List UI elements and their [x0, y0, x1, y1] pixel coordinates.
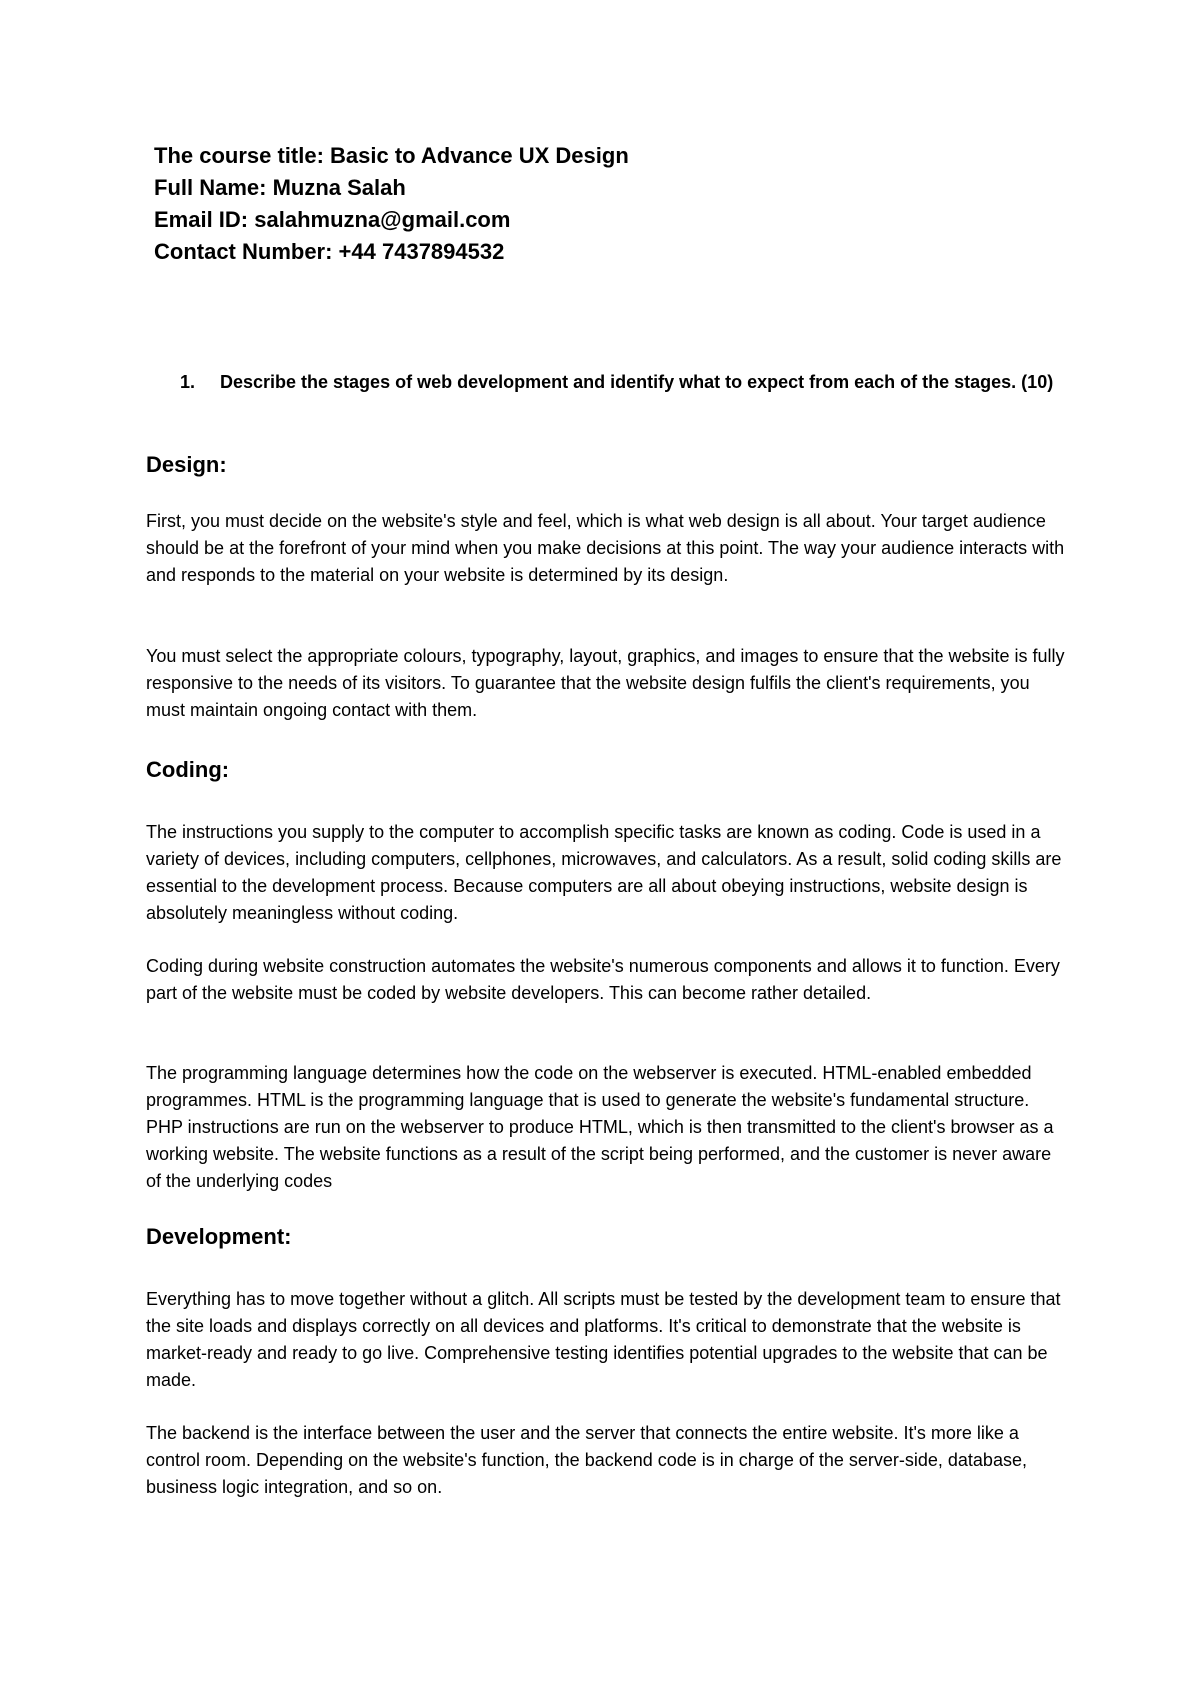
full-name: Full Name: Muzna Salah — [154, 175, 406, 200]
design-heading: Design: — [146, 452, 227, 477]
development-paragraph-1: Everything has to move together without a glitch. All scripts must be tested by the development team to ensure that the site loads and displays correctly on all devices and platforms. It's critical to demonstrate that the website is market-ready and ready to go live. Comprehensive testing identifies potential upgrades to the website that can be made. — [146, 1289, 1061, 1390]
coding-heading: Coding: — [146, 757, 230, 782]
question-text: Describe the stages of web development and identify what to expect from each of the stages. (10) — [220, 372, 1054, 392]
coding-paragraph-2: Coding during website construction automates the website's numerous components and allows it to function. Every part of the website must be coded by website developers. This can become rather detailed. — [146, 956, 1060, 1003]
contact-number: Contact Number: +44 7437894532 — [154, 239, 505, 264]
design-paragraph-2: You must select the appropriate colours, typography, layout, graphics, and images to ensure that the website is fully responsive to the needs of its visitors. To guarantee that the website design fulfils the client's requirements, you must maintain ongoing contact with them. — [146, 646, 1065, 720]
development-heading: Development: — [146, 1224, 292, 1249]
development-paragraph-2: The backend is the interface between the user and the server that connects the entire website. It's more like a control room. Depending on the website's function, the backend code is in charge of the server-side, database, business logic integration, and so on. — [146, 1423, 1027, 1497]
question-number: 1. — [180, 372, 196, 392]
email-id: Email ID: salahmuzna@gmail.com — [154, 207, 511, 232]
question-item — [180, 369, 1060, 396]
coding-paragraph-3: The programming language determines how the code on the webserver is executed. HTML-enabled embedded programmes. HTML is the programming language that is used to generate the website's fundamental structure. PHP instructions are run on the webserver to produce HTML, which is then transmitted to the client's browser as a working website. The website functions as a result of the script being performed, and the customer is never aware of the underlying codes — [146, 1063, 1054, 1191]
coding-paragraph-1: The instructions you supply to the computer to accomplish specific tasks are known as coding. Code is used in a variety of devices, including computers, cellphones, microwaves, and calculators. As a result, solid coding skills are essential to the development process. Because computers are all about obeying instructions, website design is absolutely meaningless without coding. — [146, 822, 1062, 923]
header-block — [154, 140, 1054, 268]
design-paragraph-1: First, you must decide on the website's style and feel, which is what web design is all about. Your target audience should be at the forefront of your mind when you make decisions at this point. The way your audience interacts with and responds to the material on your website is determined by its design. — [146, 511, 1065, 585]
course-title: The course title: Basic to Advance UX Design — [154, 143, 629, 168]
